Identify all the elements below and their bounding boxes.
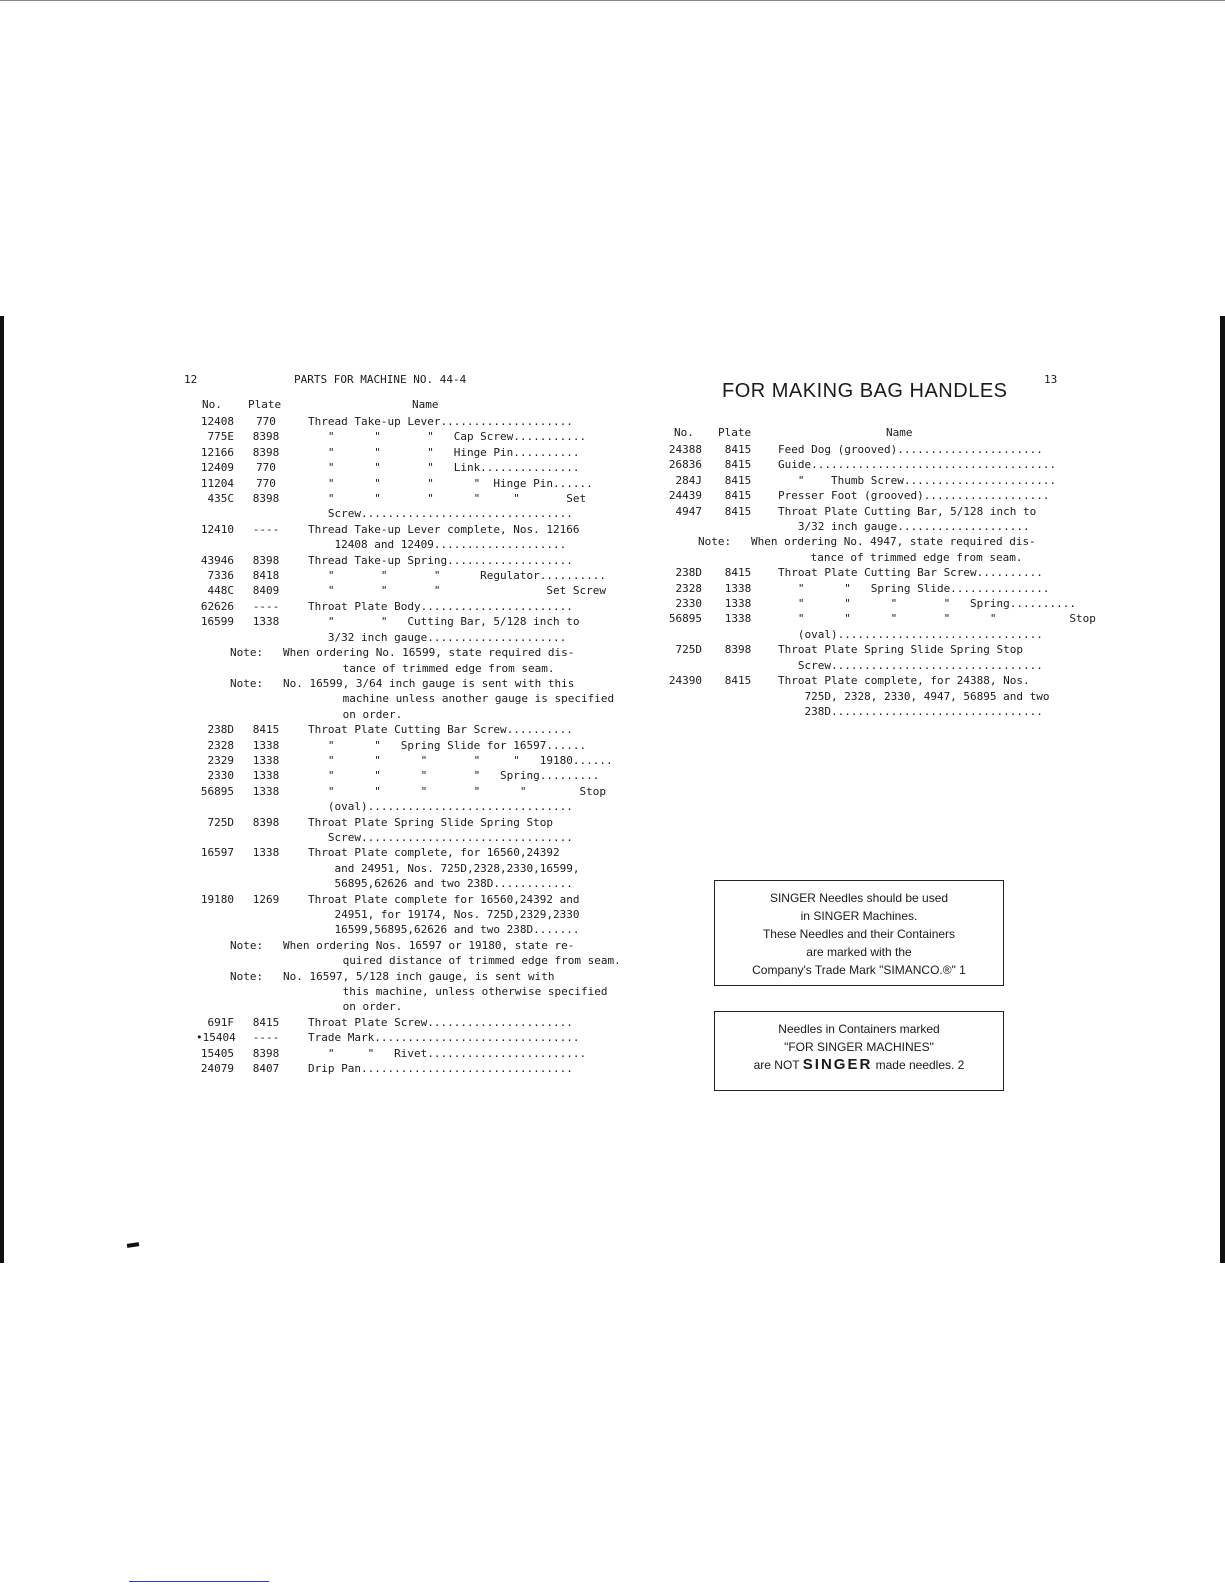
note-block xyxy=(196,645,615,722)
part-row xyxy=(196,907,596,922)
part-number: 238D xyxy=(207,723,234,737)
part-name: " " " " " Stop xyxy=(308,784,607,798)
part-number: 56895 xyxy=(668,612,702,626)
notice-line: These Needles and their Containers xyxy=(762,927,956,941)
note-line: Note: When ordering Nos. 16597 or 19180, state re- xyxy=(230,938,575,952)
part-row xyxy=(196,460,596,475)
part-name: " " Rivet........................ xyxy=(308,1046,587,1060)
part-row xyxy=(196,537,596,552)
plate-number: 1338 xyxy=(724,597,752,611)
part-name: " " " " Spring......... xyxy=(308,769,600,783)
part-name: Throat Plate complete for 16560,24392 and xyxy=(308,892,580,906)
part-name: " " " " Hinge Pin...... xyxy=(308,476,593,490)
part-row xyxy=(196,568,607,583)
part-row xyxy=(196,414,596,429)
part-number: 24390 xyxy=(668,674,702,688)
part-name: 3/32 inch gauge.................... xyxy=(778,520,1030,534)
part-number: 2329 xyxy=(207,753,234,767)
note-line: Note: No. 16597, 5/128 inch gauge, is sent with xyxy=(230,969,555,983)
part-number: 775E xyxy=(207,430,234,444)
note-line: machine unless another gauge is specified xyxy=(230,692,615,706)
plate-number: 8415 xyxy=(724,473,752,487)
part-row xyxy=(196,861,596,876)
header-plate: Plate xyxy=(718,426,752,439)
part-row xyxy=(664,473,1064,488)
part-row xyxy=(664,581,1064,596)
part-number: 19180 xyxy=(200,892,234,906)
plate-number: 8398 xyxy=(252,445,280,459)
part-number: 2328 xyxy=(675,581,702,595)
singer-brand: SINGER xyxy=(802,1056,873,1073)
plate-number: 8398 xyxy=(252,1046,280,1060)
part-row xyxy=(664,627,1064,642)
part-number: 24388 xyxy=(668,443,702,456)
left-column-headers xyxy=(196,398,596,414)
plate-number: ---- xyxy=(252,522,280,536)
note-line: Note: When ordering No. 4947, state required dis- xyxy=(698,535,1036,549)
running-head: PARTS FOR MACHINE NO. 44-4 xyxy=(294,373,467,386)
part-name: Presser Foot (grooved)................... xyxy=(778,489,1050,503)
plate-number: ---- xyxy=(252,599,280,613)
notice-line: Needles in Containers marked xyxy=(778,1022,940,1036)
part-number: 7336 xyxy=(207,569,234,583)
plate-number: 8415 xyxy=(724,566,752,580)
part-row xyxy=(196,1015,596,1030)
plate-number: 1338 xyxy=(252,615,280,629)
part-row xyxy=(664,504,1064,519)
page-title: FOR MAKING BAG HANDLES xyxy=(722,380,1008,402)
notice-line: "FOR SINGER MACHINES" xyxy=(784,1040,934,1054)
part-number: 725D xyxy=(675,643,702,657)
part-name: Throat Plate complete, for 16560,24392 xyxy=(308,846,560,860)
plate-number: 8415 xyxy=(252,1015,280,1029)
part-name: Throat Plate Body....................... xyxy=(308,599,573,613)
notice-text: are NOT xyxy=(753,1058,800,1072)
note-block xyxy=(196,938,621,1015)
plate-number: 8398 xyxy=(252,492,280,506)
part-row xyxy=(664,488,1064,503)
part-number: 62626 xyxy=(200,599,234,613)
part-name: and 24951, Nos. 725D,2328,2330,16599, xyxy=(308,861,580,875)
part-row xyxy=(664,704,1064,719)
part-name: " " " Regulator.......... xyxy=(308,569,607,583)
part-name: " " " " " 19180...... xyxy=(308,753,613,767)
part-row xyxy=(196,768,600,783)
plate-number: 770 xyxy=(256,476,276,490)
plate-number: 770 xyxy=(256,415,276,428)
part-row xyxy=(664,611,1096,626)
right-page-number: 13 xyxy=(1044,373,1058,386)
plate-number: 1338 xyxy=(724,581,752,595)
part-name: (oval)............................... xyxy=(778,627,1043,641)
part-number: 2330 xyxy=(207,769,234,783)
plate-number: 8398 xyxy=(252,430,280,444)
part-name: " " " Set Screw xyxy=(308,584,607,598)
left-page-number: 12 xyxy=(184,373,198,386)
part-row xyxy=(664,673,1064,688)
part-row xyxy=(196,1061,596,1076)
part-row xyxy=(664,642,1064,657)
part-row xyxy=(664,658,1064,673)
part-row xyxy=(196,1046,596,1061)
plate-number: 8418 xyxy=(252,569,280,583)
part-row xyxy=(196,922,596,937)
part-name: " " " Cap Screw........... xyxy=(308,430,587,444)
part-name: Throat Plate Cutting Bar Screw.......... xyxy=(308,723,573,737)
part-row xyxy=(196,753,613,768)
part-name: Thread Take-up Lever complete, Nos. 12166 xyxy=(308,522,580,536)
part-number: 43946 xyxy=(200,553,234,567)
part-name: Throat Plate Cutting Bar, 5/128 inch to xyxy=(778,504,1037,518)
part-name: Screw................................ xyxy=(778,658,1043,672)
part-row xyxy=(196,784,607,799)
part-number: 691F xyxy=(207,1015,234,1029)
part-number: 24079 xyxy=(200,1062,234,1076)
notice-text: made needles. 2 xyxy=(875,1058,965,1072)
part-number: •15404 xyxy=(196,1031,236,1045)
note-line: Note: No. 16599, 3/64 inch gauge is sent with this xyxy=(230,676,575,690)
part-number: 12410 xyxy=(200,522,234,536)
part-row xyxy=(196,876,596,891)
plate-number: 1338 xyxy=(252,769,280,783)
part-row xyxy=(196,892,596,907)
header-plate: Plate xyxy=(248,398,282,411)
part-name: Drip Pan................................ xyxy=(308,1062,573,1076)
header-no: No. xyxy=(674,426,694,439)
part-name: Guide..................................... xyxy=(778,458,1057,472)
header-name: Name xyxy=(886,426,913,439)
plate-number: 1338 xyxy=(252,738,280,752)
part-name: " " " Link............... xyxy=(308,461,580,475)
part-name: Thread Take-up Lever.................... xyxy=(308,415,573,428)
part-row xyxy=(196,429,596,444)
part-number: 24439 xyxy=(668,489,702,503)
part-name: " " Spring Slide............... xyxy=(778,581,1050,595)
part-row xyxy=(664,457,1064,472)
part-number: 725D xyxy=(207,815,234,829)
plate-number: 1338 xyxy=(724,612,752,626)
right-parts-list xyxy=(664,426,1096,719)
note-line: tance of trimmed edge from seam. xyxy=(230,661,555,675)
part-number: 56895 xyxy=(200,784,234,798)
part-name: 12408 and 12409.................... xyxy=(308,538,567,552)
part-name: 725D, 2328, 2330, 4947, 56895 and two xyxy=(778,689,1050,703)
plate-number: 1338 xyxy=(252,846,280,860)
part-number: 2328 xyxy=(207,738,234,752)
part-name: " Thumb Screw....................... xyxy=(778,473,1057,487)
part-name: 24951, for 19174, Nos. 725D,2329,2330 xyxy=(308,908,580,921)
part-row xyxy=(664,565,1064,580)
left-parts-list xyxy=(196,398,621,1076)
note-line: Note: When ordering No. 16599, state required dis- xyxy=(230,646,575,660)
part-name: " " Cutting Bar, 5/128 inch to xyxy=(308,615,580,629)
plate-number: 8415 xyxy=(724,504,752,518)
part-row xyxy=(196,476,596,491)
bottom-border xyxy=(0,0,1225,1)
part-name: " " " " Spring.......... xyxy=(778,597,1077,611)
part-row xyxy=(196,553,596,568)
part-number: 16597 xyxy=(200,846,234,860)
part-name: (oval)............................... xyxy=(308,800,573,814)
part-number: 2330 xyxy=(675,597,702,611)
part-number: 15405 xyxy=(200,1046,234,1060)
note-block xyxy=(664,534,1064,565)
part-row xyxy=(196,722,596,737)
part-row xyxy=(196,799,596,814)
plate-number: 770 xyxy=(256,461,276,475)
part-row xyxy=(196,630,596,645)
part-row xyxy=(196,506,596,521)
plate-number: 8415 xyxy=(724,674,752,688)
part-number: 26836 xyxy=(668,458,702,472)
part-name: " " " " " Stop xyxy=(778,612,1096,626)
part-number: 11204 xyxy=(200,476,234,490)
notice-line: SINGER Needles should be used xyxy=(769,891,949,905)
part-name: 238D................................ xyxy=(778,704,1043,718)
plate-number: 1338 xyxy=(252,753,280,767)
notice-line xyxy=(715,1056,1003,1074)
part-number: 238D xyxy=(675,566,702,580)
part-row xyxy=(196,491,596,506)
part-name: Throat Plate Screw...................... xyxy=(308,1015,573,1029)
plate-number: 8409 xyxy=(252,584,280,598)
part-name: Trade Mark............................... xyxy=(308,1031,580,1045)
part-row xyxy=(196,830,596,845)
part-row xyxy=(196,583,607,598)
header-no: No. xyxy=(202,398,222,411)
part-number: 12409 xyxy=(200,461,234,475)
part-row xyxy=(196,1030,596,1045)
header-name: Name xyxy=(412,398,439,411)
plate-number: 1338 xyxy=(252,784,280,798)
part-row xyxy=(196,738,596,753)
part-name: Feed Dog (grooved)...................... xyxy=(778,443,1043,456)
plate-number: 8398 xyxy=(724,643,752,657)
part-name: " " " Hinge Pin.......... xyxy=(308,445,580,459)
plate-number: 8398 xyxy=(252,553,280,567)
plate-number: 8415 xyxy=(724,458,752,472)
plate-number: 8415 xyxy=(252,723,280,737)
part-row xyxy=(196,815,596,830)
notice-line: in SINGER Machines. xyxy=(800,909,918,923)
containers-notice-box xyxy=(714,1011,1004,1091)
part-name: Throat Plate complete, for 24388, Nos. xyxy=(778,674,1030,688)
part-number: 448C xyxy=(207,584,234,598)
part-name: 16599,56895,62626 and two 238D....... xyxy=(308,923,580,937)
plate-number: 8407 xyxy=(252,1062,280,1076)
part-row xyxy=(664,689,1064,704)
part-name: Throat Plate Spring Slide Spring Stop xyxy=(308,815,554,829)
note-line: on order. xyxy=(230,1000,403,1014)
part-number: 284J xyxy=(675,473,702,487)
part-number: 435C xyxy=(207,492,234,506)
part-number: 12408 xyxy=(200,415,234,428)
part-name: Throat Plate Cutting Bar Screw.......... xyxy=(778,566,1043,580)
part-row xyxy=(196,445,596,460)
right-column-headers xyxy=(664,426,1064,442)
page-right-edge xyxy=(1220,316,1225,1263)
plate-number: 8398 xyxy=(252,815,280,829)
part-name: Thread Take-up Spring................... xyxy=(308,553,573,567)
note-line: this machine, unless otherwise specified xyxy=(230,985,608,999)
part-number: 4947 xyxy=(675,504,702,518)
part-row xyxy=(196,614,596,629)
part-name: 3/32 inch gauge..................... xyxy=(308,630,567,644)
part-number: 12166 xyxy=(200,445,234,459)
part-name: Screw................................ xyxy=(308,507,573,521)
part-name: Throat Plate Spring Slide Spring Stop xyxy=(778,643,1024,657)
page-left-edge xyxy=(0,316,4,1263)
part-name: Screw................................ xyxy=(308,830,573,844)
scan-mark xyxy=(127,1242,139,1248)
part-name: " " " " " Set xyxy=(308,492,587,506)
notice-line: Company's Trade Mark "SIMANCO.®" 1 xyxy=(752,963,966,977)
part-name: 56895,62626 and two 238D............ xyxy=(308,877,573,891)
part-row xyxy=(196,599,596,614)
note-line: on order. xyxy=(230,707,403,721)
bottom-link-underline xyxy=(129,1581,269,1582)
part-row xyxy=(664,442,1064,457)
notice-line: are marked with the xyxy=(806,945,912,959)
needles-notice-box xyxy=(714,880,1004,986)
plate-number: 8415 xyxy=(724,489,752,503)
part-number: 16599 xyxy=(200,615,234,629)
part-row xyxy=(196,522,596,537)
plate-number: 1269 xyxy=(252,892,280,906)
part-row xyxy=(664,519,1064,534)
part-row xyxy=(664,596,1077,611)
part-row xyxy=(196,845,596,860)
note-line: quired distance of trimmed edge from seam. xyxy=(230,954,621,968)
part-name: " " Spring Slide for 16597...... xyxy=(308,738,587,752)
plate-number: 8415 xyxy=(724,443,752,456)
note-line: tance of trimmed edge from seam. xyxy=(698,550,1023,564)
plate-number: ---- xyxy=(252,1031,280,1045)
